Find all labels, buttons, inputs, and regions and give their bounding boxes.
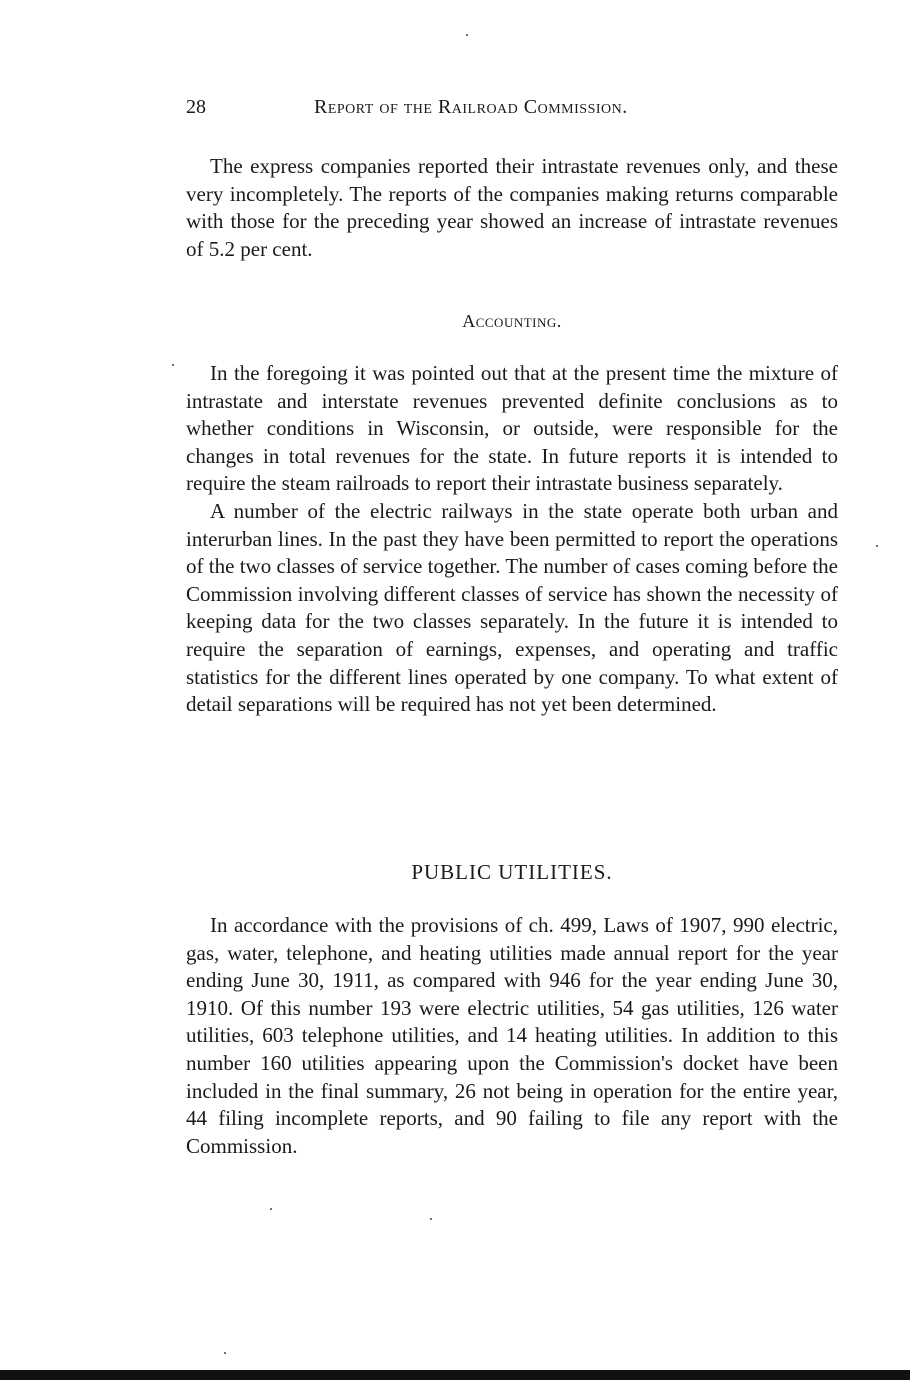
- scan-speck: [270, 1208, 272, 1210]
- public-utilities-paragraph: In accordance with the provisions of ch. 499, Laws of 1907, 990 electric, gas, water, telephone, and heating utilities made annual report for the year ending June 30, 1911, as compared with 946 for the year ending June 30, 1910. Of this number 193 were electric utilities, 54 gas utilities, 126 water utilities, 603 telephone utilities, and 14 heating utilities. In addition to this number 160 utilities appearing upon the Commission's docket have been included in the final summary, 26 not being in operation for the entire year, 44 filing incomplete reports, and 90 failing to file any report with the Commission.: [186, 913, 838, 1158]
- running-title: Report of the Railroad Commission.: [314, 96, 628, 118]
- accounting-paragraph-1: In the foregoing it was pointed out that at the present time the mixture of intrastate and interstate revenues prevented definite conclusions as to whether conditions in Wisconsin, or outside, were responsible for the changes in total revenues for the state. In future reports it is intended to require the steam railroads to report their intrastate business separately.: [186, 361, 838, 496]
- accounting-paragraph-2: A number of the electric railways in the state operate both urban and interurban lines. In the past they have been permitted to report the operations of the two classes of service together. The number of cases coming before the Commission involving different classes of service has shown the necessity of keeping data for the two classes separately. In the future it is intended to require the separation of earnings, expenses, and operating and traffic statistics for the different lines operated by one company. To what extent of detail separations will be required has not yet been determined.: [186, 498, 838, 717]
- page-number: 28: [186, 96, 206, 118]
- public-utilities-heading: PUBLIC UTILITIES.: [411, 860, 613, 884]
- accounting-section: [186, 360, 838, 719]
- scan-speck: [224, 1352, 226, 1354]
- public-utilities-section: [186, 912, 838, 1160]
- accounting-heading: Accounting.: [462, 311, 562, 331]
- scan-speck: [466, 34, 468, 36]
- running-head: [186, 96, 836, 126]
- scan-speck: [876, 545, 878, 547]
- express-revenue-section: [186, 153, 838, 263]
- scan-speck: [430, 1218, 432, 1220]
- scan-speck: [172, 364, 174, 366]
- express-paragraph: The express companies reported their intrastate revenues only, and these very incompletely. The reports of the companies making returns comparable with those for the preceding year showed an increase of intrastate revenues of 5.2 per cent.: [186, 154, 838, 261]
- scan-bottom-edge: [0, 1370, 910, 1380]
